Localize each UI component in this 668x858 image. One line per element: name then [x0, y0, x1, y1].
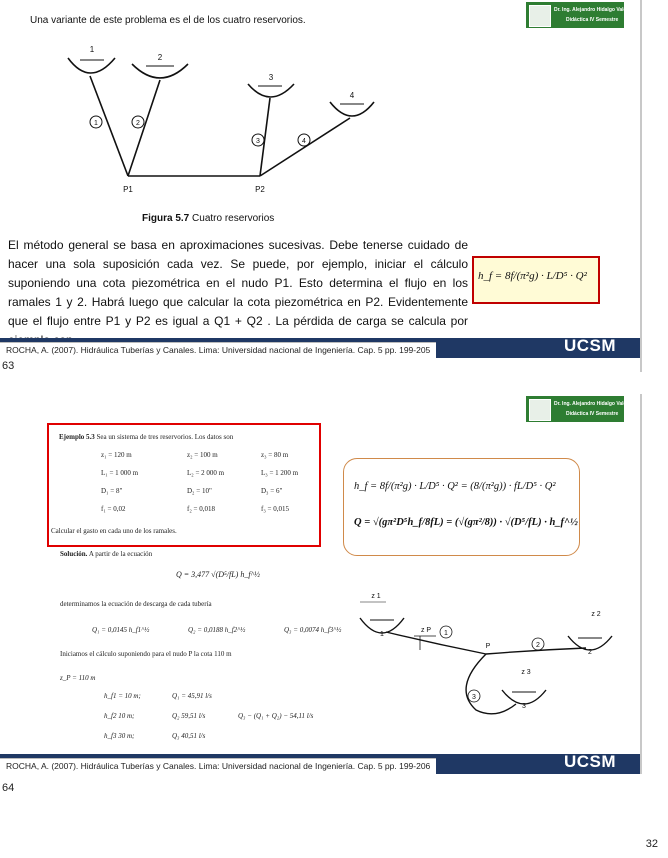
slide-63 [0, 0, 642, 372]
diagram-z3: z 3 [521, 669, 531, 676]
example-question: Calcular el gasto en cada uno de los ramales. [51, 527, 177, 535]
logo-course: Didáctica IV Semestre [566, 411, 619, 417]
data-d1: D₁ = 8" [101, 487, 123, 495]
slide-number-63: 63 [2, 360, 15, 372]
logo-author: Dr. Ing. Alejandro Hidalgo Valdivia [554, 401, 635, 407]
discharge-eq-3: Q₃ = 0,0074 h_f3^½ [284, 626, 342, 634]
diagram-reservoir-1: 1 [380, 631, 384, 638]
example-title-text: Sea un sistema de tres reservorios. Los datos son [96, 433, 234, 441]
slide-64 [0, 394, 642, 774]
node-label-p2: P2 [255, 185, 265, 194]
reservoir-label-3: 3 [268, 73, 274, 82]
solution-line [60, 550, 152, 558]
data-z3: z₃ = 80 m [261, 451, 289, 459]
data-f1: f₁ = 0,02 [101, 505, 126, 513]
figure-caption-number: Figura 5.7 [142, 213, 190, 224]
data-l1: L₁ = 1 000 m [101, 469, 139, 477]
data-f2: f₂ = 0,018 [187, 505, 215, 513]
solution-label: Solución. [60, 550, 88, 558]
iter-hf3: h_f3 30 m; [104, 732, 135, 740]
iter-hf1: h_f1 = 10 m; [104, 692, 141, 700]
reservoir-label-4: 4 [349, 91, 355, 100]
ucsm-logo: UCSM [563, 336, 616, 355]
data-d3: D₃ = 6" [261, 487, 283, 495]
diagram-branch-2: 2 [536, 642, 540, 649]
diagram-reservoir-2: 2 [588, 649, 592, 656]
diagram-reservoir-3: 3 [522, 703, 526, 710]
diagram-node-p: P [485, 643, 491, 650]
node-label-p1: P1 [123, 185, 133, 194]
diagram-zp: z P [420, 627, 432, 634]
example-box [47, 423, 321, 547]
diagram-z1: z 1 [371, 593, 381, 600]
four-reservoirs-diagram [60, 40, 390, 200]
data-d2: D₂ = 10" [187, 487, 212, 495]
footer-bar [0, 754, 640, 774]
branch-label-3: 3 [256, 138, 260, 145]
data-z2: z₂ = 100 m [187, 451, 218, 459]
diagram-z2: z 2 [591, 611, 601, 618]
data-l3: L₃ = 1 200 m [261, 469, 299, 477]
derived-formula-box [343, 458, 580, 556]
slide-number-64: 64 [2, 782, 15, 794]
iter-q3: Q₃ 40,51 l/s [172, 732, 206, 740]
data-z1: z₁ = 120 m [101, 451, 132, 459]
solution-text: A partir de la ecuación [88, 550, 153, 558]
branch-label-2: 2 [136, 120, 140, 127]
author-logo [526, 2, 635, 28]
reservoir-label-2: 2 [157, 53, 163, 62]
intro-text: Una variante de este problema es el de los cuatro reservorios. [30, 15, 306, 26]
figure-caption-text: Cuatro reservorios [192, 213, 275, 224]
footer-citation: ROCHA, A. (2007). Hidráulica Tuberías y Canales. Lima: Universidad nacional de Ingeniería. Cap. 5 pp. 199-206 [0, 758, 436, 774]
branch-label-1: 1 [94, 120, 98, 127]
iter-q1: Q₁ = 45,91 l/s [172, 692, 212, 700]
zp-value: z_P = 110 m [60, 674, 96, 682]
diagram-branch-3: 3 [472, 694, 476, 701]
discharge-text: determinamos la ecuación de descarga de cada tubería [60, 600, 212, 608]
logo-image-icon [529, 5, 551, 27]
head-loss-formula-box [472, 256, 600, 304]
start-text: Iniciamos el cálculo suponiendo para el nudo P la cota 110 m [60, 650, 232, 658]
page-number: 32 [645, 838, 658, 850]
author-logo [526, 396, 635, 422]
iter-hf2: h_f2 10 m; [104, 712, 135, 720]
formula-line-2: Q = √(gπ²D⁵h_f/8fL) = (√(gπ²/8)) · √(D⁵/fL) · h_f^½ [354, 517, 578, 528]
logo-author: Dr. Ing. Alejandro Hidalgo Valdivia [554, 7, 635, 13]
footer-bar [0, 338, 640, 358]
example-title [59, 433, 233, 441]
formula-line-1: h_f = 8f/(π²g) · L/D⁵ · Q² = (8/(π²g)) · fL/D⁵ · Q² [354, 481, 556, 492]
diagram-branch-1: 1 [444, 630, 448, 637]
branch-label-4: 4 [302, 138, 306, 145]
reservoir-label-1: 1 [89, 45, 95, 54]
footer-citation: ROCHA, A. (2007). Hidráulica Tuberías y Canales. Lima: Universidad nacional de Ingeniería. Cap. 5 pp. 199-205 [0, 342, 436, 358]
ucsm-logo: UCSM [563, 752, 616, 771]
method-paragraph: El método general se basa en aproximaciones sucesivas. Debe tenerse cuidado de hacer una sola suposición cada vez. Se puede, por ejemplo, iniciar el cálculo suponiendo una cota piezométrica en el nudo P1. Esto determina el flujo en los ramales 1 y 2. Habrá luego que calcular la cota piezométrica en P2. Evidentemente que el flujo entre P1 y P2 es igual a Q1 + Q2 . La pérdida de carga se calcula por [8, 238, 468, 328]
discharge-eq-2: Q₂ = 0,0188 h_f2^½ [188, 626, 246, 634]
main-equation: Q = 3,477 √(D⁵/fL) h_f^½ [176, 570, 260, 579]
iter-q2: Q₂ 59,51 l/s [172, 712, 206, 720]
example-title-number: Ejemplo 5.3 [59, 433, 95, 441]
head-loss-formula: h_f = 8f/(π²g) · L/D⁵ · Q² [478, 270, 587, 282]
logo-image-icon [529, 399, 551, 421]
data-l2: L₂ = 2 000 m [187, 469, 225, 477]
three-reservoirs-diagram [356, 592, 618, 742]
discharge-eq-1: Q₁ = 0,0145 h_f1^½ [92, 626, 150, 634]
logo-course: Didáctica IV Semestre [566, 17, 619, 23]
iter-balance: Q₃ − (Q₁ + Q₂) − 54,11 l/s [238, 712, 314, 720]
figure-caption [142, 213, 274, 224]
data-f3: f₃ = 0,015 [261, 505, 289, 513]
